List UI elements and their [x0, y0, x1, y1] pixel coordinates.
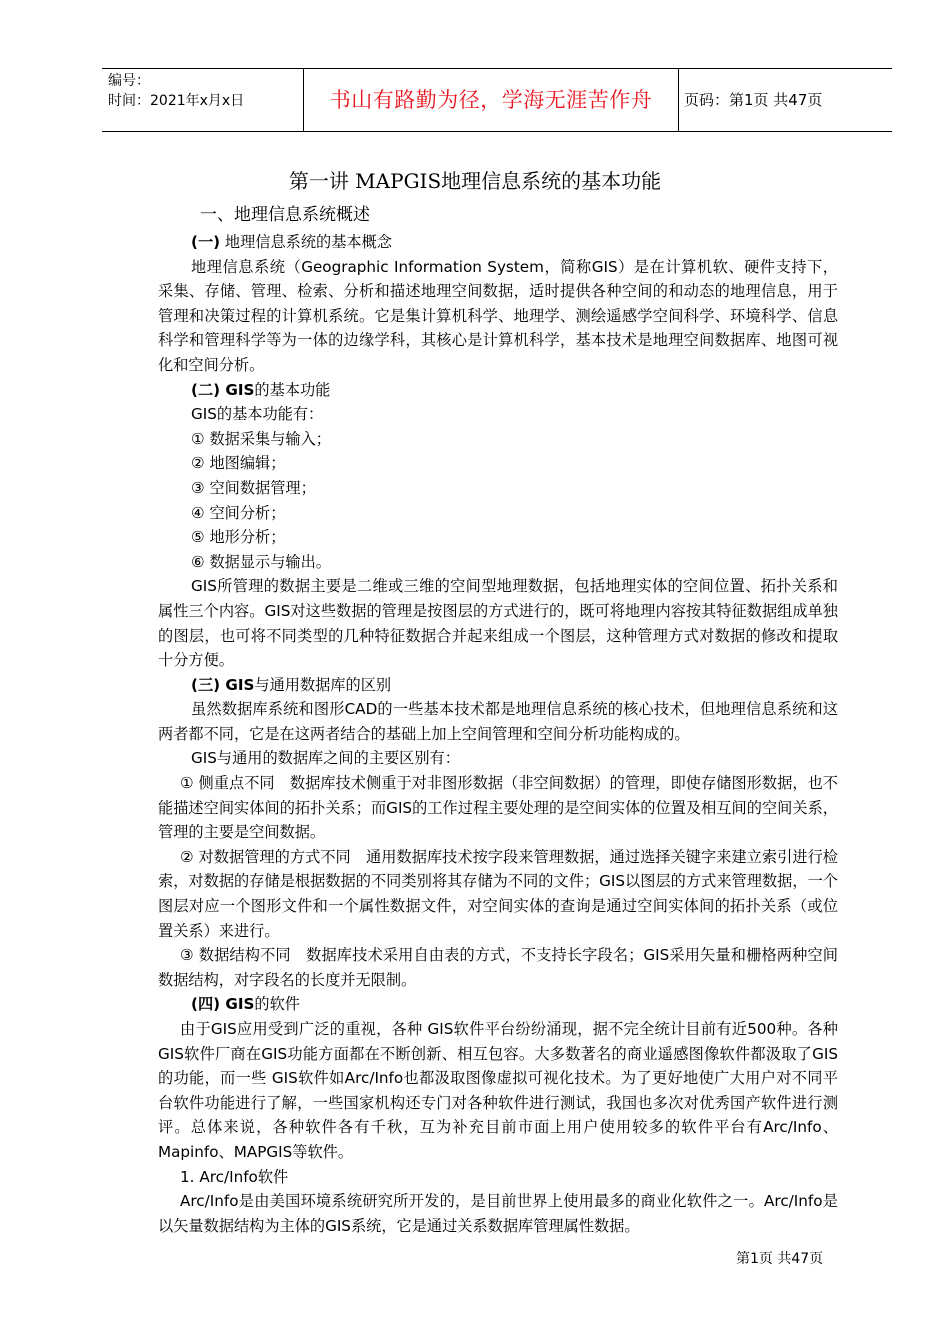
header-info — [108, 71, 244, 111]
list-item: ② 地图编辑； — [191, 454, 286, 473]
list-item: ③ 空间数据管理； — [191, 478, 316, 497]
page-header — [102, 68, 892, 132]
list-item: ③ 数据结构不同 数据库技术采用自由表的方式，不支持长字段名；GIS采用矢量和栅格两种空间数据结构，对字段名的长度并无限制。 — [158, 946, 838, 989]
subsection-heading — [158, 230, 838, 255]
subsection-heading — [158, 378, 838, 403]
serial-label: 编号： — [108, 73, 150, 89]
paragraph: 地理信息系统（Geographic Information System，简称GIS）是在计算机软、硬件支持下，采集、存储、管理、检索、分析和描述地理空间数据，适时提供各种空间的和动态的地理信息，用于管理和决策过程的计算机系统。它是集计算机科学、地理学、测绘遥感学空间科学、环境科学、信息科学和管理科学等为一体的边缘学科，其核心是计算机科学，基本技术是地理空间数据库、地图可视化和空间分析。 — [158, 257, 838, 374]
list-item: ④ 空间分析； — [191, 503, 286, 522]
list-item: ① 数据采集与输入； — [191, 429, 331, 448]
subsection-heading — [158, 673, 838, 698]
subsection-number: (三) GIS — [191, 675, 255, 694]
paragraph: 虽然数据库系统和图形CAD的一些基本技术都是地理信息系统的核心技术，但地理信息系统和这两者都不同，它是在这两者结合的基础上加上空间管理和空间分析功能构成的。 — [158, 700, 838, 743]
list-item: ① 侧重点不同 数据库技术侧重于对非图形数据（非空间数据）的管理，即使存储图形数据，也不能描述空间实体间的拓扑关系；而GIS的工作过程主要处理的是空间实体的位置及相互间的空间关系，管理的主要是空间数据。 — [158, 774, 838, 842]
subsection-text: 地理信息系统的基本概念 — [220, 233, 392, 251]
section-heading: 一、地理信息系统概述 — [200, 205, 370, 225]
page-footer: 第1页 共47页 — [736, 1251, 824, 1267]
subsection-text: 的软件 — [254, 995, 300, 1014]
header-motto: 书山有路勤为径，学海无涯苦作舟 — [329, 88, 653, 112]
document-body — [158, 200, 838, 1238]
header-page-number: 页码：第1页 共47页 — [684, 91, 823, 109]
header-divider — [678, 69, 679, 131]
time-label: 时间：2021年x月x日 — [108, 93, 245, 109]
list-item: ② 对数据管理的方式不同 通用数据库技术按字段来管理数据，通过选择关键字来建立索引进行检索，对数据的存储是根据数据的不同类别将其存储为不同的文件；GIS以图层的方式来管理数据，一个图层对应一个图形文件和一个属性数据文件，对空间实体的查询是通过空间实体间的拓扑关系（或位置关系）来进行。 — [158, 847, 838, 940]
paragraph: Arc/Info是由美国环境系统研究所开发的，是目前世界上使用最多的商业化软件之一。Arc/Info是以矢量数据结构为主体的GIS系统，它是通过关系数据库管理属性数据。 — [158, 1192, 838, 1235]
paragraph: GIS与通用的数据库之间的主要区别有： — [191, 749, 460, 768]
subsection-text: 与通用数据库的区别 — [254, 675, 392, 694]
paragraph: GIS的基本功能有： — [191, 405, 324, 424]
list-item: ⑤ 地形分析； — [191, 528, 286, 547]
subsection-text: 的基本功能 — [254, 380, 331, 399]
subsection-number: (一) — [191, 233, 221, 251]
subheading: 1. Arc/Info软件 — [180, 1167, 289, 1186]
document-title: 第一讲 MAPGIS地理信息系统的基本功能 — [288, 169, 662, 193]
paragraph: 由于GIS应用受到广泛的重视，各种 GIS软件平台纷纷涌现，据不完全统计目前有近500种。各种GIS软件厂商在GIS功能方面都在不断创新、相互包容。大多数著名的商业遥感图像软件都汲取了GIS的功能，而一些 GIS软件如Arc/Info也都汲取图像虚拟可视化技术。为了更好地使广大用户对不同平台软件功能进行了解，一些国家机构还专门对各种软件进行测试，我国也多次对优秀国产软件进行测评。总体来说，各种软件各有千秋，互为补充目前市面上用户使用较多的软件平台有Arc/Info、Mapinfo、MAPGIS等软件。 — [158, 1020, 838, 1161]
paragraph: GIS所管理的数据主要是二维或三维的空间型地理数据，包括地理实体的空间位置、拓扑关系和属性三个内容。GIS对这些数据的管理是按图层的方式进行的，既可将地理内容按其特征数据组成单独的图层，也可将不同类型的几种特征数据合并起来组成一个图层，这种管理方式对数据的修改和提取十分方便。 — [158, 577, 838, 670]
subsection-number: (四) GIS — [191, 995, 255, 1014]
list-item: ⑥ 数据显示与输出。 — [191, 552, 331, 571]
subsection-number: (二) GIS — [191, 380, 255, 399]
subsection-heading — [158, 992, 838, 1017]
